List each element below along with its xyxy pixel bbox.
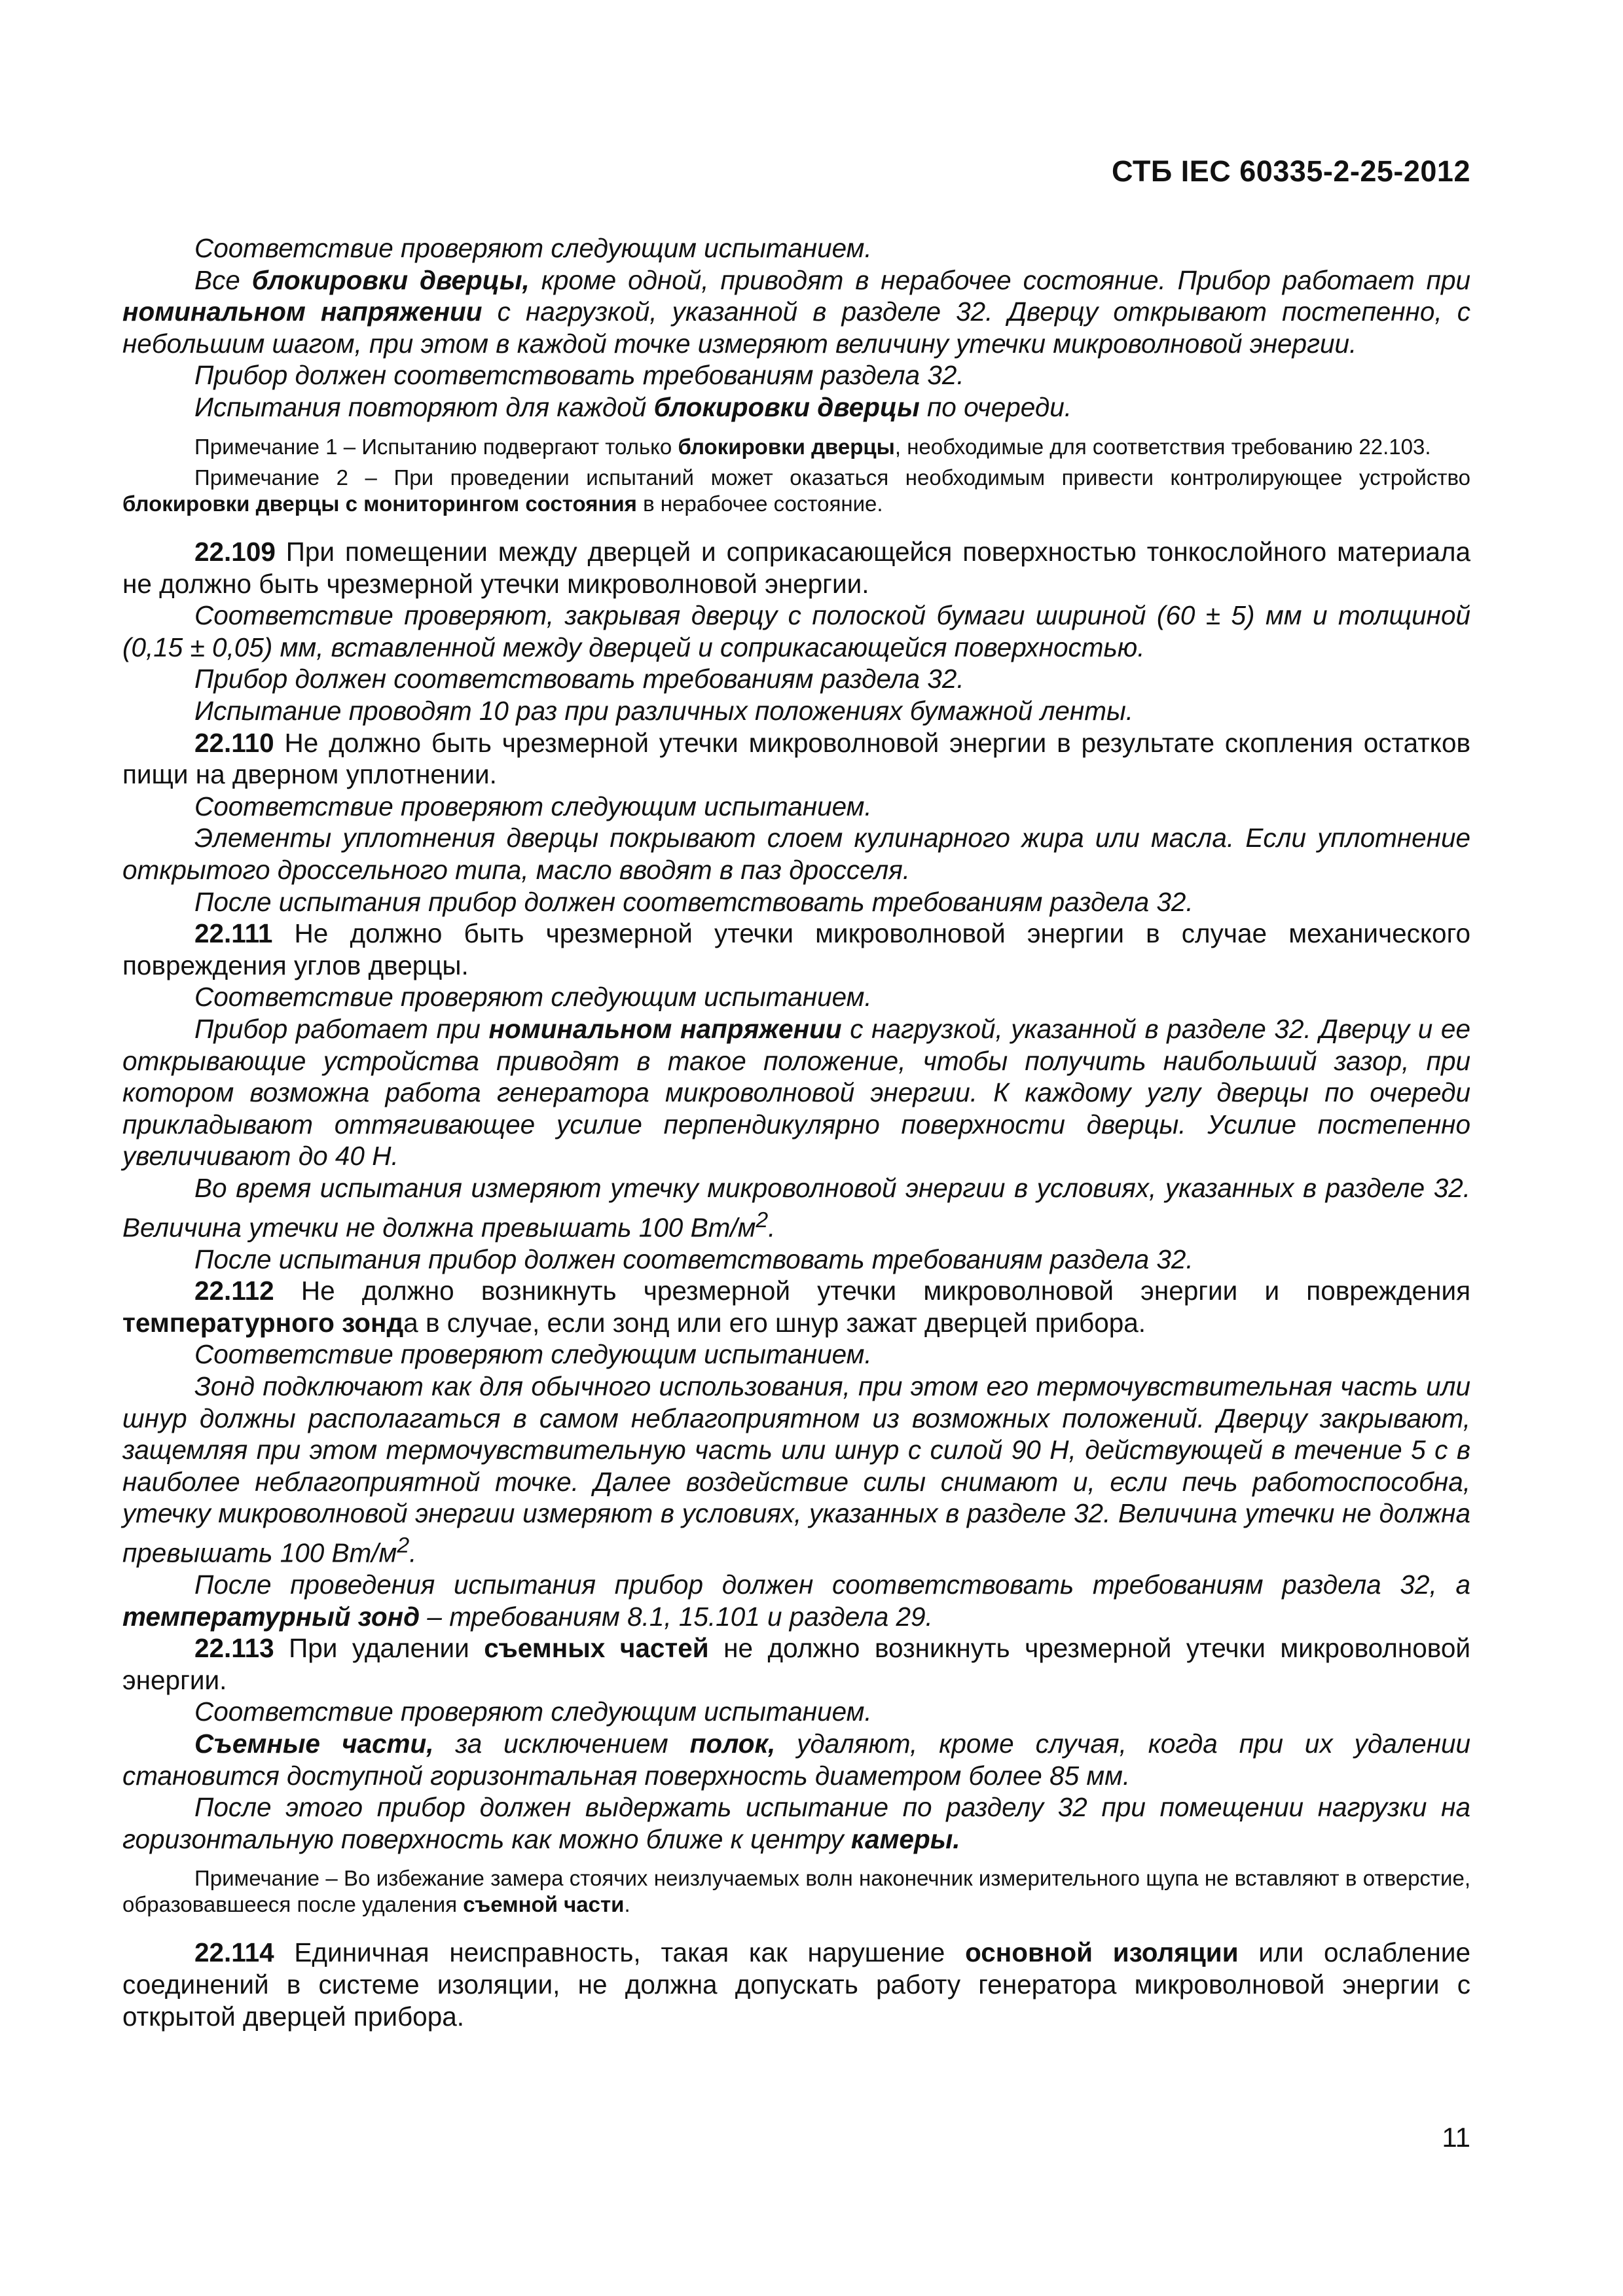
body-paragraph <box>122 1632 1470 1696</box>
text-run: Соответствие проверяют следующим испытанием. <box>194 1339 872 1370</box>
text-run: Не должно возникнуть чрезмерной утечки микроволновой энергии и повреждения <box>274 1276 1470 1306</box>
text-run: а в случае, если зонд или его шнур зажат дверцей прибора. <box>403 1307 1146 1338</box>
text-run: Прибор работает при <box>194 1013 489 1044</box>
text-run: за исключением <box>433 1729 690 1759</box>
bold-term: номинальном напряжении <box>488 1013 842 1044</box>
text-run: Соответствие проверяют следующим испытанием. <box>194 982 872 1013</box>
text-run: Все <box>194 264 252 295</box>
text-run: Не должно быть чрезмерной утечки микроволновой энергии в результате скопления остатков пищи на дверном уплотнении. <box>122 727 1470 790</box>
bold-term: Съемные части, <box>194 1729 434 1759</box>
text-run: Единичная неисправность, такая как нарушение <box>274 1937 966 1968</box>
body-paragraph <box>122 1275 1470 1338</box>
text-run: . <box>768 1212 776 1243</box>
body-paragraph <box>122 981 1470 1013</box>
body-paragraph <box>122 232 1470 264</box>
text-run: с нагрузкой, указанной в разделе 32. Дверцу и ее открывающие устройства приводят в такое положение, чтобы получить наибольший зазор, при котором возможна работа генератора микроволновой энергии. К каждому углу дверцы по очереди прикладывают оттягивающее усилие перпендикулярно поверхности дверцы. Усилие постепенно увеличивают до 40 Н. <box>122 1013 1470 1172</box>
body-paragraph <box>122 886 1470 918</box>
text-run: . <box>409 1537 417 1568</box>
bold-term: температурного зонд <box>122 1307 404 1338</box>
document-body <box>122 232 1470 2032</box>
body-paragraph <box>122 1728 1470 1791</box>
text-run: Примечание 2 – При проведении испытаний может оказаться необходимым привести контролирующее устройство <box>194 465 1470 490</box>
text-run: При помещении между дверцей и соприкасающейся поверхностью тонкослойного материала не должно быть чрезмерной утечки микроволновой энергии. <box>122 537 1470 599</box>
body-paragraph <box>122 1338 1470 1371</box>
text-run: Во время испытания измеряют утечку микроволновой энергии в условиях, указанных в разделе 32. Величина утечки не должна превышать 100 Вт/м <box>122 1172 1470 1243</box>
text-run: Соответствие проверяют следующим испытанием. <box>194 791 872 821</box>
text-run: Испытание проводят 10 раз при различных положениях бумажной ленты. <box>194 696 1134 726</box>
body-paragraph <box>122 391 1470 423</box>
body-paragraph <box>122 791 1470 823</box>
text-run: Соответствие проверяют следующим испытанием. <box>194 233 872 263</box>
standard-code-header: СТБ IEC 60335-2-25-2012 <box>1111 154 1470 188</box>
page-number: 11 <box>1442 2122 1470 2153</box>
text-run: Примечание 1 – Испытанию подвергают только <box>194 434 678 459</box>
body-paragraph <box>122 1937 1470 2032</box>
body-paragraph <box>122 822 1470 886</box>
bold-term: 22.111 <box>194 918 273 949</box>
body-paragraph <box>122 1244 1470 1276</box>
text-run: по очереди. <box>919 391 1072 422</box>
body-paragraph <box>122 536 1470 600</box>
bold-term: температурный зонд <box>122 1601 420 1632</box>
bold-term: съемных частей <box>484 1633 709 1664</box>
text-run: в нерабочее состояние. <box>636 491 883 516</box>
text-run: После испытания прибор должен соответствовать требованиям раздела 32. <box>194 886 1194 917</box>
bold-term: 22.112 <box>194 1276 274 1306</box>
text-run: После испытания прибор должен соответствовать требованиям раздела 32. <box>194 1244 1194 1274</box>
body-paragraph <box>122 1172 1470 1244</box>
text-run: не должно возникнуть чрезмерной утечки микроволновой энергии. <box>122 1633 1471 1695</box>
body-paragraph <box>122 1791 1470 1855</box>
text-run: После этого прибор должен выдержать испытание по разделу 32 при помещении нагрузки на горизонтальную поверхность как можно ближе к центру <box>122 1792 1470 1854</box>
body-paragraph <box>122 727 1470 791</box>
bold-term: основной изоляции <box>965 1937 1239 1968</box>
bold-term: блокировки дверцы, <box>251 264 530 295</box>
body-paragraph <box>122 663 1470 695</box>
note-paragraph <box>122 465 1470 516</box>
bold-term: полок, <box>689 1729 776 1759</box>
body-paragraph <box>122 1013 1470 1172</box>
body-paragraph <box>122 1696 1470 1728</box>
note-paragraph <box>122 434 1470 460</box>
bold-term: 22.114 <box>194 1937 274 1968</box>
text-run: . <box>624 1892 630 1916</box>
bold-term: съемной части <box>463 1892 625 1916</box>
superscript: 2 <box>756 1207 769 1232</box>
text-run: Испытания повторяют для каждой <box>194 391 654 422</box>
text-run: – требованиям 8.1, 15.101 и раздела 29. <box>420 1601 933 1632</box>
bold-term: блокировки дверцы <box>678 434 895 459</box>
bold-term: 22.109 <box>194 537 276 567</box>
text-run: удаляют, кроме случая, когда при их удалении становится доступной горизонтальная поверхность диаметром более 85 мм. <box>122 1729 1470 1791</box>
body-paragraph <box>122 918 1470 981</box>
text-run: Не должно быть чрезмерной утечки микроволновой энергии в случае механического повреждения углов дверцы. <box>122 918 1470 980</box>
text-run: Примечание – Во избежание замера стоячих неизлучаемых волн наконечник измерительного щупа не вставляют в отверстие, образовавшееся после удаления <box>122 1866 1470 1916</box>
text-run: Зонд подключают как для обычного использования, при этом его термочувствительная часть или шнур должны располагаться в самом неблагоприятном из возможных положений. Дверцу закрывают, защемляя при этом термочувствительную часть или шнур с силой 90 Н, действующей в течение 5 с в наиболее неблагоприятной точке. Далее воздействие силы снимают и, если печь работоспособна, утечку микроволновой энергии измеряют в условиях, указанных в разделе 32. Величина утечки не должна превышать 100 Вт/м <box>122 1371 1470 1568</box>
body-paragraph <box>122 264 1470 360</box>
body-paragraph <box>122 1569 1470 1632</box>
text-run: Соответствие проверяют, закрывая дверцу с полоской бумаги шириной (60 ± 5) мм и толщиной (0,15 ± 0,05) мм, вставленной между дверцей и соприкасающейся поверхностью. <box>122 600 1470 662</box>
text-run: , необходимые для соответствия требованию 22.103. <box>894 434 1431 459</box>
body-paragraph <box>122 1371 1470 1569</box>
body-paragraph <box>122 695 1470 727</box>
text-run: Прибор должен соответствовать требованиям раздела 32. <box>194 360 964 391</box>
text-run: Элементы уплотнения дверцы покрывают слоем кулинарного жира или масла. Если уплотнение открытого дроссельного типа, масло вводят в паз дросселя. <box>122 823 1470 885</box>
body-paragraph <box>122 600 1470 663</box>
bold-term: 22.113 <box>194 1633 274 1664</box>
text-run: или ослабление соединений в системе изоляции, не должна допускать работу генератора микроволновой энергии с открытой дверцей прибора. <box>122 1937 1471 2032</box>
bold-term: 22.110 <box>194 727 274 758</box>
bold-term: блокировки дверцы <box>653 391 920 422</box>
bold-term: блокировки дверцы с мониторингом состояния <box>122 491 637 516</box>
note-paragraph <box>122 1865 1470 1917</box>
body-paragraph <box>122 359 1470 391</box>
text-run: Соответствие проверяют следующим испытанием. <box>194 1696 872 1727</box>
text-run: с нагрузкой, указанной в разделе 32. Дверцу открывают постепенно, с небольшим шагом, при этом в каждой точке измеряют величину утечки микроволновой энергии. <box>122 296 1470 359</box>
bold-term: номинальном напряжении <box>122 296 483 327</box>
text-run: После проведения испытания прибор должен соответствовать требованиям раздела 32, а <box>194 1570 1470 1600</box>
text-run: Прибор должен соответствовать требованиям раздела 32. <box>194 664 964 694</box>
text-run: При удалении <box>274 1633 484 1664</box>
superscript: 2 <box>397 1532 410 1558</box>
bold-term: камеры. <box>850 1823 960 1854</box>
text-run: кроме одной, приводят в нерабочее состояние. Прибор работает при <box>529 264 1470 295</box>
